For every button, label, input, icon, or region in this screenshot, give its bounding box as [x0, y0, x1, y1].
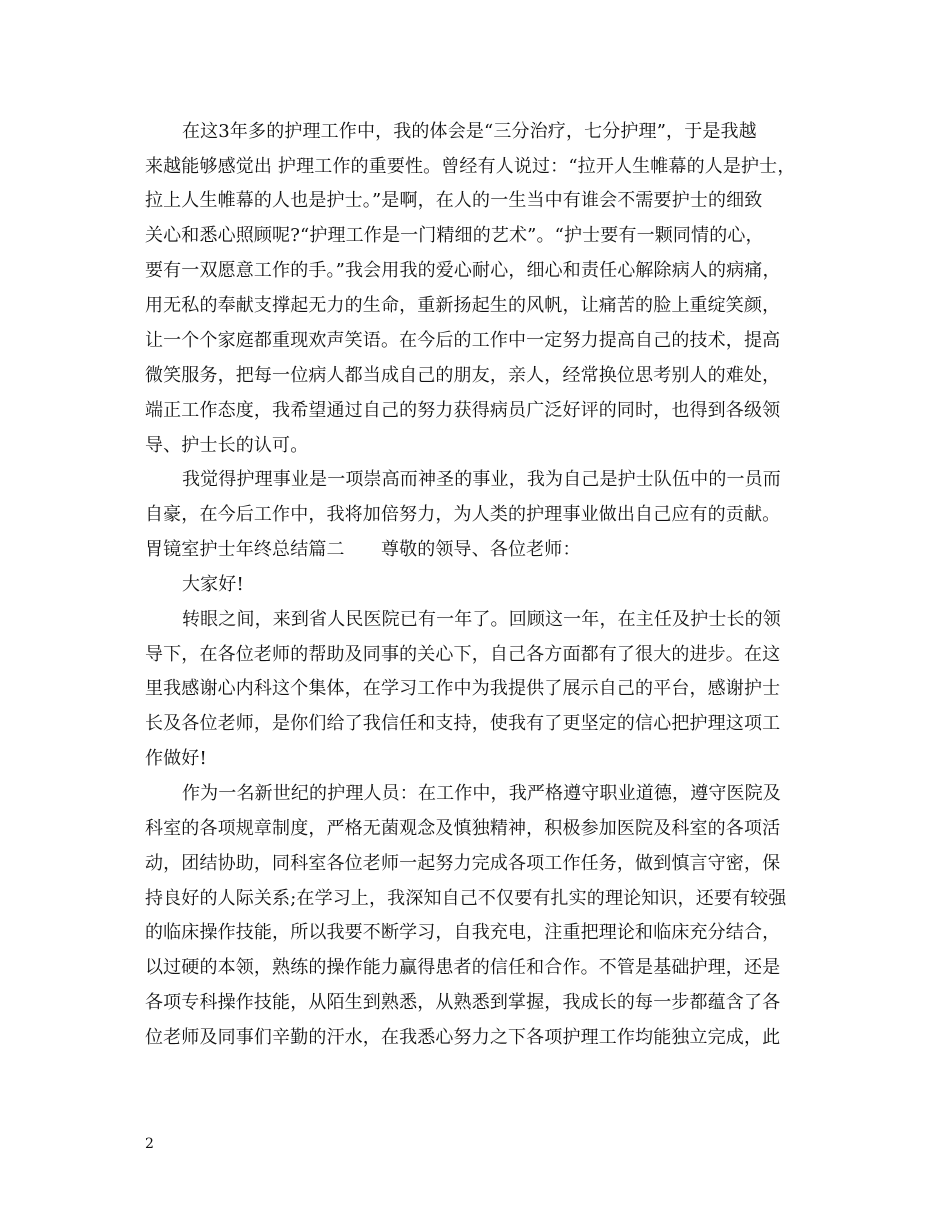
text-line: 科室的各项规章制度，严格无菌观念及慎独精神，积极参加医院及科室的各项活 — [145, 818, 781, 839]
text-line: 我觉得护理事业是一项崇高而神圣的事业，我为自己是护士队伍中的一员而 — [182, 469, 781, 490]
text-line: 导、护士长的认可。 — [145, 435, 309, 456]
text-line: 以过硬的本领，熟练的操作能力赢得患者的信任和合作。不管是基础护理，还是 — [145, 957, 781, 978]
text-line: 端正工作态度，我希望通过自己的努力获得病员广泛好评的同时，也得到各级领 — [145, 400, 781, 421]
section-heading-line: 胃镜室护士年终总结篇二 尊敬的领导、各位老师： — [145, 539, 581, 560]
text-line: 转眼之间，来到省人民医院已有一年了。回顾这一年，在主任及护士长的领 — [182, 609, 781, 630]
text-line: 里我感谢心内科这个集体，在学习工作中为我提供了展示自己的平台，感谢护士 — [145, 678, 781, 699]
text-line: 用无私的奉献支撑起无力的生命，重新扬起生的风帆，让痛苦的脸上重绽笑颜， — [145, 295, 781, 316]
text-line: 的临床操作技能，所以我要不断学习，自我充电，注重把理论和临床充分结合， — [145, 922, 781, 943]
text-line: 长及各位老师，是你们给了我信任和支持，使我有了更坚定的信心把护理这项工 — [145, 713, 781, 734]
text-line: 自豪，在今后工作中，我将加倍努力，为人类的护理事业做出自己应有的贡献。 — [145, 504, 781, 525]
greeting-line: 大家好! — [182, 574, 244, 595]
text-line: 动，团结协助，同科室各位老师一起努力完成各项工作任务，做到慎言守密，保 — [145, 853, 781, 874]
text-line: 来越能够感觉出 护理工作的重要性。曾经有人说过：“拉开人生帷幕的人是护士， — [145, 156, 796, 177]
text-line: 各项专科操作技能，从陌生到熟悉，从熟悉到掌握，我成长的每一步都蕴含了各 — [145, 992, 781, 1013]
page-number: 2 — [145, 1136, 154, 1152]
text-line: 拉上人生帷幕的人也是护士。”是啊，在人的一生当中有谁会不需要护士的细致 — [145, 190, 763, 211]
text-line: 作做好! — [145, 748, 207, 769]
text-line: 微笑服务，把每一位病人都当成自己的朋友，亲人，经常换位思考别人的难处， — [145, 365, 781, 386]
text-line: 让一个个家庭都重现欢声笑语。在今后的工作中一定努力提高自己的技术，提高 — [145, 330, 781, 351]
text-line: 作为一名新世纪的护理人员：在工作中，我严格遵守职业道德，遵守医院及 — [182, 783, 781, 804]
text-line: 位老师及同事们辛勤的汗水，在我悉心努力之下各项护理工作均能独立完成，此 — [145, 1027, 781, 1048]
text-line: 关心和悉心照顾呢?“护理工作是一门精细的艺术”。“护士要有一颗同情的心， — [145, 225, 764, 246]
text-line: 在这3年多的护理工作中，我的体会是“三分治疗，七分护理”，于是我越 — [182, 121, 757, 142]
text-line: 导下，在各位老师的帮助及同事的关心下，自己各方面都有了很大的进步。在这 — [145, 644, 781, 665]
text-line: 持良好的人际关系;在学习上，我深知自己不仅要有扎实的理论知识，还要有较强 — [145, 888, 787, 909]
text-line: 要有一双愿意工作的手。”我会用我的爱心耐心，细心和责任心解除病人的病痛， — [145, 260, 781, 281]
